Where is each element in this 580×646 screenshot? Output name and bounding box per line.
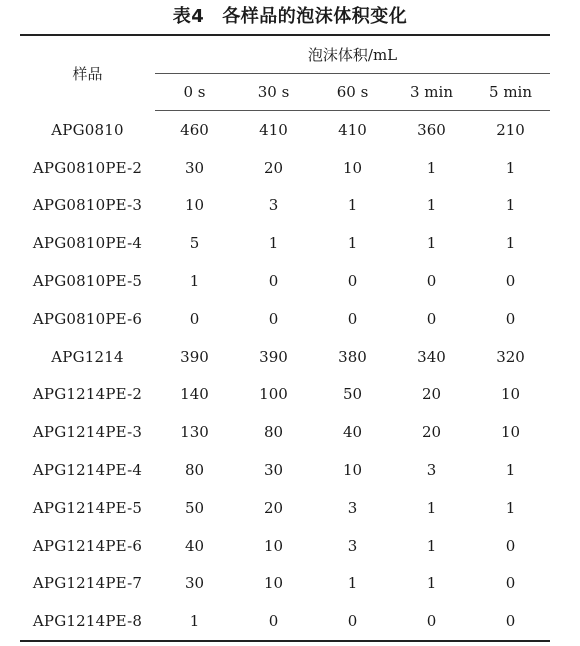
- sample-name: APG0810PE-2: [32, 158, 143, 177]
- value-cell: 3: [347, 498, 358, 517]
- time-header-0s: 0 s: [155, 74, 234, 111]
- value-cell: 390: [180, 347, 209, 366]
- sample-column-header: 样品: [72, 64, 103, 83]
- table-caption: [0, 4, 580, 30]
- table-row: [20, 451, 550, 489]
- table-row: [20, 300, 550, 338]
- sample-name: APG1214: [51, 347, 124, 366]
- value-cell: 0: [426, 272, 437, 291]
- table-row: [20, 224, 550, 262]
- value-cell: 1: [268, 234, 279, 253]
- value-cell: 1: [505, 234, 516, 253]
- value-cell: 0: [268, 272, 279, 291]
- table-row: [20, 111, 550, 149]
- value-cell: 40: [342, 423, 363, 442]
- value-cell: 1: [426, 536, 437, 555]
- time-header-30s: 30 s: [234, 74, 313, 111]
- value-cell: 390: [259, 347, 288, 366]
- value-cell: 1: [505, 158, 516, 177]
- value-cell: 0: [505, 574, 516, 593]
- value-cell: 1: [426, 234, 437, 253]
- value-cell: 460: [180, 120, 209, 139]
- value-cell: 1: [155, 602, 234, 641]
- value-cell: 50: [184, 498, 205, 517]
- value-cell: 10: [342, 158, 363, 177]
- table-body: [20, 111, 550, 642]
- sample-name: APG0810PE-6: [32, 309, 143, 328]
- value-cell: 360: [417, 120, 446, 139]
- sample-name: APG1214PE-3: [32, 423, 143, 442]
- value-cell: 3: [268, 196, 279, 215]
- value-cell: 40: [184, 536, 205, 555]
- sample-name: APG0810PE-5: [32, 272, 143, 291]
- value-cell: 1: [426, 498, 437, 517]
- value-cell: 1: [189, 272, 200, 291]
- value-cell: 380: [338, 347, 367, 366]
- sample-name: APG1214PE-8: [20, 602, 155, 641]
- value-cell: 50: [342, 385, 363, 404]
- value-cell: 0: [189, 309, 200, 328]
- value-cell: 20: [421, 385, 442, 404]
- value-cell: 20: [421, 423, 442, 442]
- value-cell: 20: [263, 498, 284, 517]
- value-cell: 410: [259, 120, 288, 139]
- table-row: [20, 376, 550, 414]
- sample-name: APG0810PE-3: [32, 196, 143, 215]
- sample-name: APG1214PE-7: [32, 574, 143, 593]
- foam-volume-group-header: 泡沫体积/mL: [155, 35, 550, 74]
- value-cell: 410: [338, 120, 367, 139]
- value-cell: 1: [505, 498, 516, 517]
- table-row: [20, 602, 550, 641]
- value-cell: 0: [505, 536, 516, 555]
- value-cell: 10: [500, 423, 521, 442]
- value-cell: 130: [180, 423, 209, 442]
- time-header-60s: 60 s: [313, 74, 392, 111]
- value-cell: 20: [263, 158, 284, 177]
- value-cell: 10: [184, 196, 205, 215]
- table-row: [20, 489, 550, 527]
- value-cell: 10: [342, 461, 363, 480]
- table-row: [20, 565, 550, 603]
- value-cell: 80: [184, 461, 205, 480]
- value-cell: 140: [180, 385, 209, 404]
- table-row: [20, 338, 550, 376]
- value-cell: 1: [505, 196, 516, 215]
- table-row: [20, 187, 550, 225]
- value-cell: 1: [426, 196, 437, 215]
- value-cell: 1: [505, 461, 516, 480]
- table-row: [20, 413, 550, 451]
- value-cell: 210: [496, 120, 525, 139]
- value-cell: 0: [471, 602, 550, 641]
- value-cell: 0: [505, 272, 516, 291]
- value-cell: 0: [505, 309, 516, 328]
- value-cell: 3: [426, 461, 437, 480]
- sample-name: APG1214PE-5: [32, 498, 143, 517]
- time-header-5min: 5 min: [471, 74, 550, 111]
- sample-name: APG1214PE-2: [32, 385, 143, 404]
- value-cell: 100: [259, 385, 288, 404]
- value-cell: 30: [263, 461, 284, 480]
- foam-volume-table: [20, 34, 550, 642]
- value-cell: 0: [392, 602, 471, 641]
- value-cell: 340: [417, 347, 446, 366]
- value-cell: 1: [426, 574, 437, 593]
- value-cell: 0: [426, 309, 437, 328]
- value-cell: 10: [263, 536, 284, 555]
- table-header: [20, 35, 550, 111]
- value-cell: 0: [347, 272, 358, 291]
- time-header-3min: 3 min: [392, 74, 471, 111]
- value-cell: 0: [347, 309, 358, 328]
- table-title: 各样品的泡沫体积变化: [222, 6, 408, 27]
- value-cell: 5: [189, 234, 200, 253]
- value-cell: 1: [347, 196, 358, 215]
- value-cell: 30: [184, 158, 205, 177]
- value-cell: 10: [263, 574, 284, 593]
- value-cell: 1: [347, 574, 358, 593]
- table-row: [20, 527, 550, 565]
- value-cell: 320: [496, 347, 525, 366]
- value-cell: 30: [184, 574, 205, 593]
- table-number: 表4: [172, 6, 205, 27]
- value-cell: 80: [263, 423, 284, 442]
- sample-name: APG0810PE-4: [32, 234, 143, 253]
- value-cell: 3: [347, 536, 358, 555]
- value-cell: 1: [426, 158, 437, 177]
- sample-name: APG0810: [51, 120, 124, 139]
- value-cell: 10: [500, 385, 521, 404]
- value-cell: 1: [347, 234, 358, 253]
- sample-name: APG1214PE-4: [32, 461, 143, 480]
- value-cell: 0: [313, 602, 392, 641]
- value-cell: 0: [234, 602, 313, 641]
- sample-name: APG1214PE-6: [32, 536, 143, 555]
- table-row: [20, 149, 550, 187]
- value-cell: 0: [268, 309, 279, 328]
- table-row: [20, 262, 550, 300]
